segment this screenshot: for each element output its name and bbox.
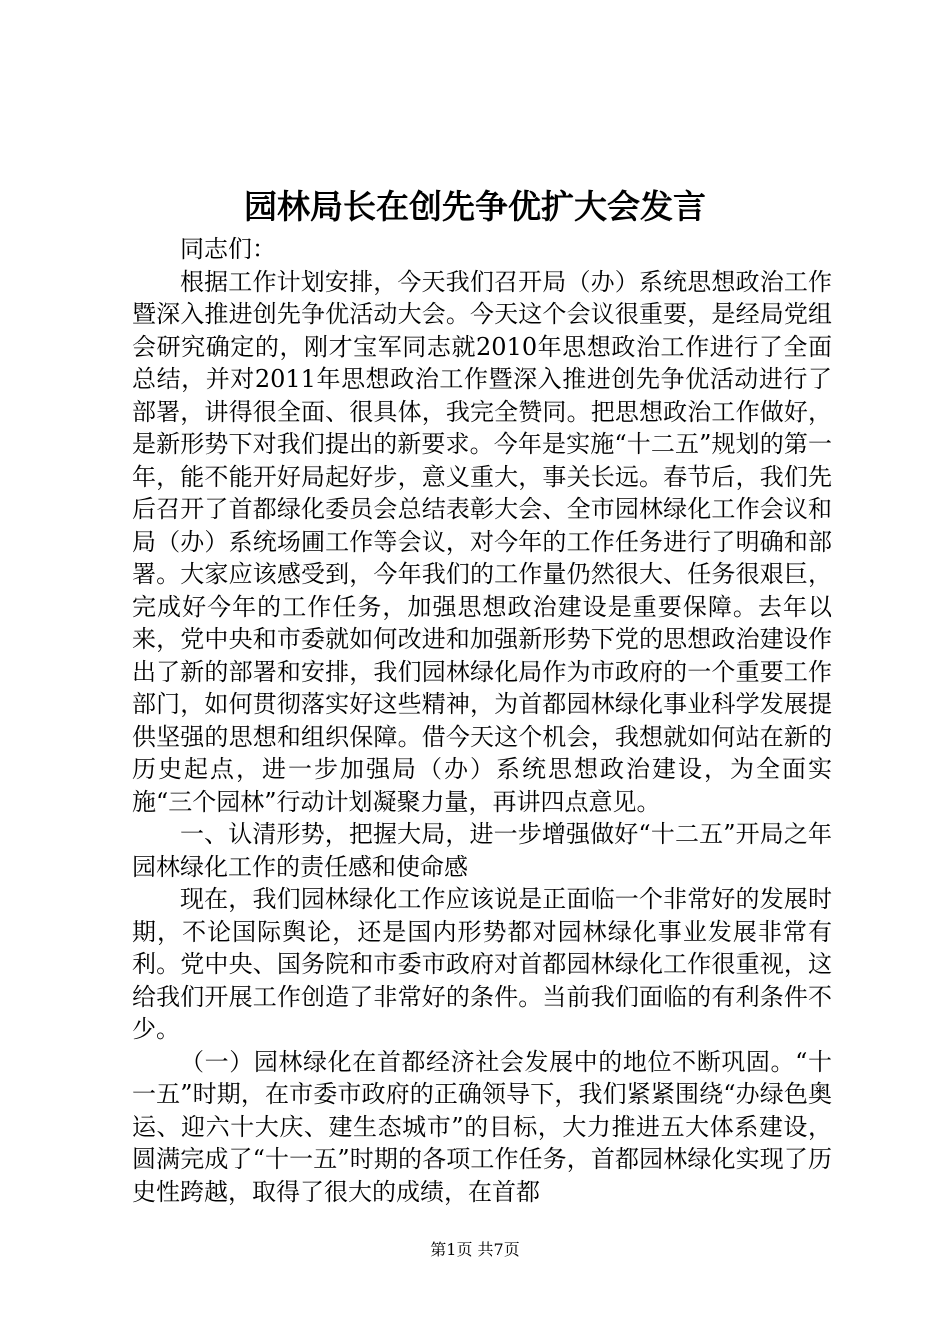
document-title: 园林局长在创先争优扩大会发言	[244, 187, 706, 226]
body-paragraph: （一）园林绿化在首都经济社会发展中的地位不断巩固。“十一五”时期，在市委市政府的正确领导下，我们紧紧围绕“办绿色奥运、迎六十大庆、建生态城市”的目标，大力推进五大体系建设，圆满完成了“十一五”时期的各项工作任务，首都园林绿化实现了历史性跨越，取得了很大的成绩，在首都	[132, 1047, 832, 1206]
body-paragraph: 现在，我们园林绿化工作应该说是正面临一个非常好的发展时期，不论国际舆论，还是国内形势都对园林绿化事业发展非常有利。党中央、国务院和市委市政府对首都园林绿化工作很重视，这给我们开展工作创造了非常好的条件。当前我们面临的有利条件不少。	[132, 885, 832, 1043]
intro-paragraph: 根据工作计划安排，今天我们召开局（办）系统思想政治工作暨深入推进创先争优活动大会。今天这个会议很重要，是经局党组会研究确定的，刚才宝军同志就2010年思想政治工作进行了全面总结，并对2011年思想政治工作暨深入推进创先争优活动进行了部署，讲得很全面、很具体，我完全赞同。把思想政治工作做好，是新形势下对我们提出的新要求。今年是实施“十二五”规划的第一年，能不能开好局起好步，意义重大，事关长远。春节后，我们先后召开了首都绿化委员会总结表彰大会、全市园林绿化工作会议和局（办）系统场圃工作等会议，对今年的工作任务进行了明确和部署。大家应该感受到，今年我们的工作量仍然很大、任务很艰巨，完成好今年的工作任务，加强思想政治建设是重要保障。去年以来，党中央和市委就如何改进和加强新形势下党的思想政治建设作出了新的部署和安排，我们园林绿化局作为市政府的一个重要工作部门，如何贯彻落实好这些精神，为首都园林绿化事业科学发展提供坚强的思想和组织保障。借今天这个机会，我想就如何站在新的历史起点，进一步加强局（办）系统思想政治建设，为全面实施“三个园林”行动计划凝聚力量，再讲四点意见。	[132, 267, 832, 816]
section-heading-1: 一、认清形势，把握大局，进一步增强做好“十二五”开局之年园林绿化工作的责任感和使命感	[132, 820, 832, 881]
salutation-paragraph: 同志们：	[180, 235, 276, 263]
document-body	[132, 233, 832, 1208]
page-number-footer: 第1页 共7页	[430, 1240, 520, 1259]
